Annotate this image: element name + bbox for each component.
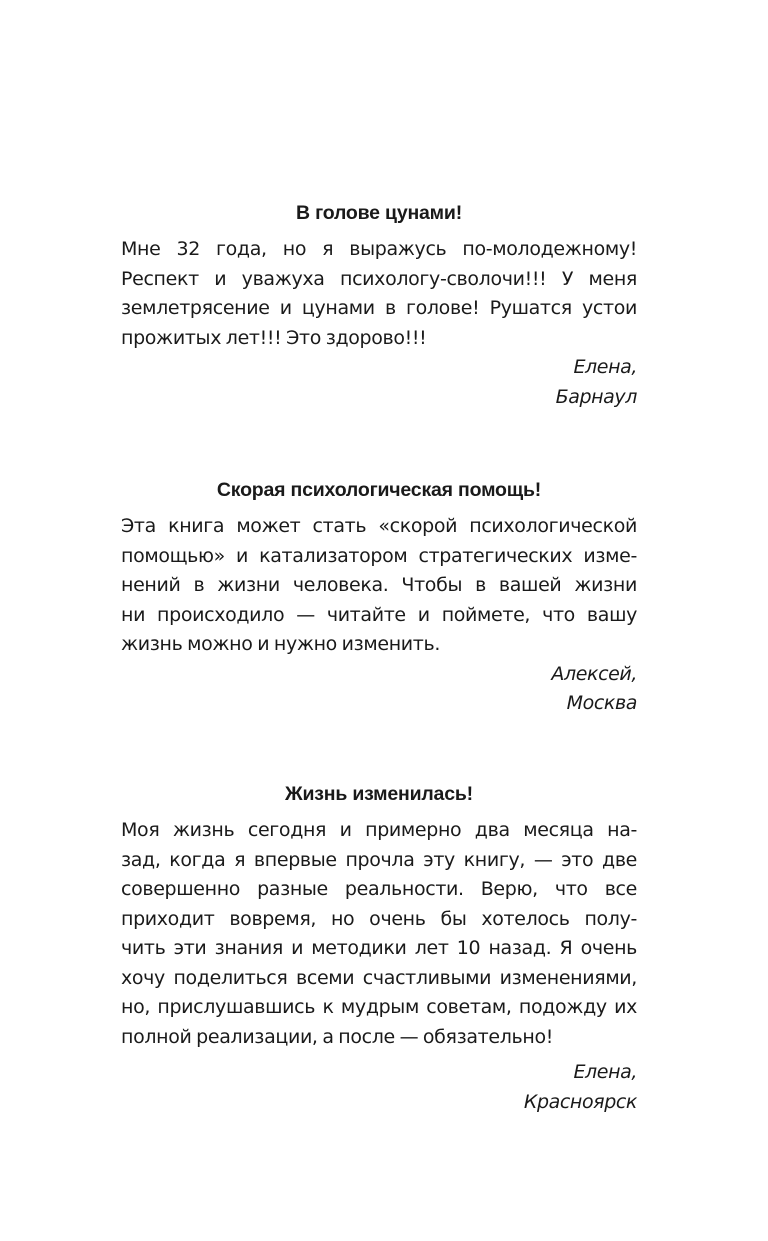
review-title: В голове цунами! — [296, 202, 462, 224]
text-line: Моя жизнь сегодня и примерно два месяца на- — [121, 819, 637, 841]
text-line: Эта книга может стать «скорой психологической — [121, 515, 637, 537]
review-city: Москва — [566, 692, 637, 714]
review-2 — [121, 475, 637, 719]
review-3 — [121, 779, 637, 1117]
review-text — [121, 512, 637, 660]
review-author: Елена, — [573, 1061, 637, 1083]
text-line: нений в жизни человека. Чтобы в вашей жизни — [121, 574, 637, 596]
text-line: помощью» и катализатором стратегических изме- — [121, 544, 637, 567]
text-line: приходит вовремя, но очень бы хотелось полу- — [121, 907, 637, 930]
text-line: жизнь можно и нужно изменить. — [121, 633, 441, 655]
text-line: землетрясение и цунами в голове! Рушатся устои — [121, 297, 637, 319]
review-title: Скорая психологическая помощь! — [216, 479, 542, 501]
text-line: зад, когда я впервые прочла эту книгу, — это две — [121, 848, 637, 871]
review-title: Жизнь изменилась! — [285, 783, 473, 805]
text-line: прожитых лет!!! Это здорово!!! — [121, 326, 427, 349]
text-line: хочу поделиться всеми счастливыми изменениями, — [121, 966, 637, 989]
review-text — [121, 235, 637, 353]
review-1 — [121, 198, 637, 412]
review-author: Елена, — [573, 356, 637, 378]
text-line: Мне 32 года, но я выражусь по-молодежному! — [121, 238, 637, 260]
text-line: но, прислушавшись к мудрым советам, подожду их — [121, 996, 637, 1018]
review-city: Красноярск — [523, 1090, 637, 1113]
review-author: Алексей, — [551, 662, 637, 685]
text-line: совершенно разные реальности. Верю, что все — [121, 878, 637, 900]
text-line: Респект и уважуха психологу-сволочи!!! У меня — [121, 267, 637, 290]
review-city: Барнаул — [555, 385, 637, 408]
text-line: полной реализации, а после — обязательно! — [121, 1025, 553, 1048]
text-line: ни происходило — читайте и поймете, что вашу — [121, 603, 637, 626]
review-text — [121, 816, 637, 1052]
text-line: чить эти знания и методики лет 10 назад. Я очень — [121, 937, 637, 959]
